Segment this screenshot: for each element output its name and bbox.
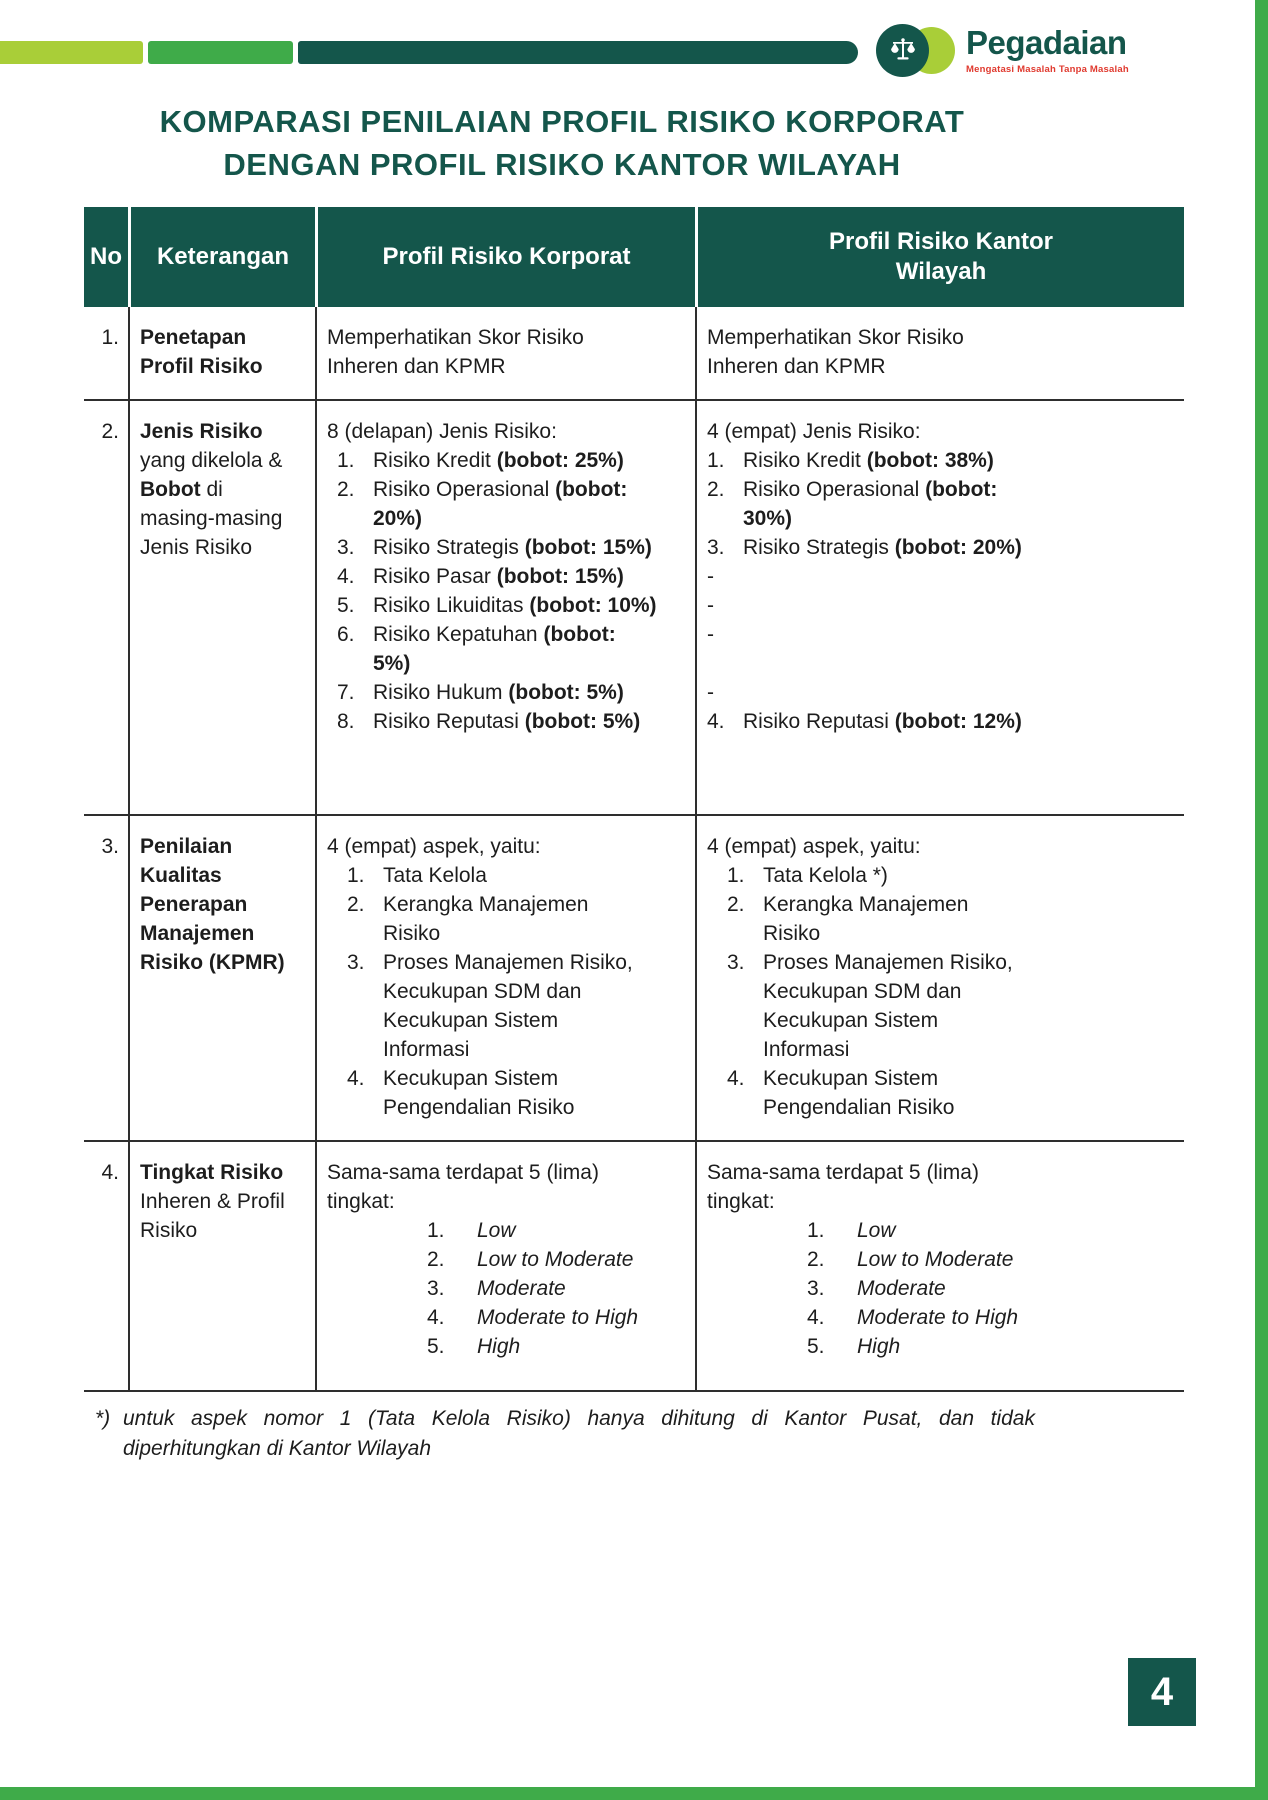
list-item: [727, 1064, 1170, 1122]
list-item: [337, 620, 681, 678]
row1-wilayah-text: Memperhatikan Skor Risiko Inheren dan KPMR: [707, 326, 964, 378]
list-item: [727, 890, 1170, 948]
page-title-line2: DENGAN PROFIL RISIKO KANTOR WILAYAH: [223, 147, 901, 182]
list-item-text: Risiko Reputasi (bobot: 12%): [743, 710, 1022, 733]
row2-keterangan-text: Jenis Risiko yang dikelola & Bobot di masing-masing Jenis Risiko: [140, 420, 283, 559]
brand-tagline: Mengatasi Masalah Tanpa Masalah: [966, 64, 1129, 75]
list-item-text: Risiko Likuiditas (bobot: 10%): [373, 594, 657, 617]
right-edge-bar: [1255, 0, 1268, 1800]
list-item-text: Tata Kelola: [383, 864, 487, 887]
row2-cell-keterangan: [128, 401, 315, 816]
list-item-text: Risiko Strategis (bobot: 15%): [373, 536, 652, 559]
list-item-text: Risiko Reputasi (bobot: 5%): [373, 710, 641, 733]
balance-scale-icon: [888, 36, 918, 66]
list-item-number: 2.: [347, 893, 365, 916]
row3-cell-wilayah: [695, 816, 1184, 1142]
row3-korporat-intro: 4 (empat) aspek, yaitu:: [327, 835, 541, 858]
list-item-number: 2.: [337, 478, 355, 501]
list-item-number: 2.: [427, 1248, 445, 1271]
header-cell-wilayah: Profil Risiko Kantor Wilayah: [698, 207, 1184, 307]
list-item-number: -: [707, 681, 714, 704]
row4-cell-no: 4.: [84, 1142, 128, 1392]
list-item-number: 3.: [427, 1277, 445, 1300]
list-item-number: 6.: [337, 623, 355, 646]
table-body: [84, 307, 1184, 1392]
list-item: [707, 475, 1170, 533]
row3-keterangan-text: Penilaian Kualitas Penerapan Manajemen Risiko (KPMR): [140, 835, 285, 974]
footnote-text: untuk aspek nomor 1 (Tata Kelola Risiko) hanya dihitung di Kantor Pusat, dan tidak diperhitungkan di Kantor Wilayah: [123, 1407, 1035, 1460]
list-item-text: Moderate to High: [857, 1306, 1019, 1329]
list-item-text: Kerangka Manajemen Risiko: [763, 893, 969, 945]
list-item-number: 5.: [807, 1335, 825, 1358]
list-item: [807, 1303, 1170, 1332]
footnote-marker: *): [95, 1407, 111, 1430]
top-decorative-bar: [0, 41, 858, 64]
list-item-number: 4.: [427, 1306, 445, 1329]
row4-cell-keterangan: [128, 1142, 315, 1392]
row4-korporat-level-list: [427, 1216, 681, 1361]
row4-korporat-intro: Sama-sama terdapat 5 (lima) tingkat:: [327, 1161, 599, 1213]
list-item-number: -: [707, 565, 714, 588]
row3-wilayah-intro: 4 (empat) aspek, yaitu:: [707, 835, 921, 858]
list-item: [337, 707, 681, 736]
list-item-number: 1.: [727, 864, 745, 887]
list-item-text: Risiko Kredit (bobot: 25%): [373, 449, 624, 472]
list-item-text: Risiko Kredit (bobot: 38%): [743, 449, 994, 472]
list-item: [337, 562, 681, 591]
row4-cell-korporat: [315, 1142, 695, 1392]
row2-korporat-intro: 8 (delapan) Jenis Risiko:: [327, 420, 557, 443]
list-item-number: 1.: [337, 449, 355, 472]
list-item-number: 4.: [707, 710, 725, 733]
list-item-text: Low: [477, 1219, 516, 1242]
list-item: [337, 533, 681, 562]
list-item: [807, 1332, 1170, 1361]
list-item: [727, 861, 1170, 890]
list-item-text: Proses Manajemen Risiko, Kecukupan SDM dan Kecukupan Sistem Informasi: [383, 951, 633, 1061]
list-item-text: [743, 620, 1170, 649]
list-item-number: -: [707, 623, 714, 646]
list-item-text: Risiko Kepatuhan (bobot: 5%): [373, 623, 616, 675]
list-item-number: 2.: [707, 478, 725, 501]
list-item: [347, 948, 681, 1064]
list-item-text: High: [857, 1335, 901, 1358]
list-item: [707, 707, 1170, 736]
row3-cell-no: 3.: [84, 816, 128, 1142]
list-item-text: [743, 562, 1170, 591]
row3-cell-keterangan: [128, 816, 315, 1142]
list-item-number: 2.: [727, 893, 745, 916]
row3-korporat-aspect-list: [347, 861, 681, 1122]
list-item: [707, 620, 1170, 649]
list-item: [707, 678, 1170, 707]
list-item-number: 4.: [337, 565, 355, 588]
row1-korporat-text: Memperhatikan Skor Risiko Inheren dan KPMR: [327, 326, 584, 378]
bottom-edge-bar: [0, 1787, 1268, 1800]
list-item: [707, 591, 1170, 620]
page-title: [0, 100, 1124, 186]
list-item-number: 8.: [337, 710, 355, 733]
list-item: [727, 948, 1170, 1064]
list-item-text: Low to Moderate: [857, 1248, 1014, 1271]
pegadaian-logo: [876, 24, 1129, 78]
row1-cell-no: 1.: [84, 307, 128, 401]
list-item-number: 1.: [347, 864, 365, 887]
list-item: [707, 446, 1170, 475]
list-item-text: Moderate to High: [477, 1306, 639, 1329]
list-item: [807, 1245, 1170, 1274]
list-item-number: 5.: [337, 594, 355, 617]
list-item-number: 5.: [427, 1335, 445, 1358]
list-item: [337, 591, 681, 620]
list-item: [347, 890, 681, 948]
list-item-text: [743, 649, 1170, 678]
logo-dark-circle: [876, 24, 929, 77]
list-item-text: Tata Kelola *): [763, 864, 888, 887]
list-item: [427, 1332, 681, 1361]
list-item: [707, 533, 1170, 562]
list-item-number: [707, 649, 743, 678]
list-item-number: 4.: [807, 1306, 825, 1329]
list-item-text: Risiko Pasar (bobot: 15%): [373, 565, 624, 588]
row4-wilayah-intro: Sama-sama terdapat 5 (lima) tingkat:: [707, 1161, 979, 1213]
list-item: [427, 1216, 681, 1245]
list-item-number: 1.: [707, 449, 725, 472]
row2-cell-korporat: [315, 401, 695, 816]
footnote: [95, 1404, 1035, 1464]
list-item-text: Risiko Strategis (bobot: 20%): [743, 536, 1022, 559]
list-item-text: Proses Manajemen Risiko, Kecukupan SDM dan Kecukupan Sistem Informasi: [763, 951, 1013, 1061]
list-item-number: 7.: [337, 681, 355, 704]
page-number: 4: [1150, 1669, 1174, 1714]
row2-wilayah-risk-list: [707, 446, 1170, 736]
list-item: [427, 1274, 681, 1303]
list-item: [707, 562, 1170, 591]
logo-text: [966, 24, 1129, 75]
logo-mark: [876, 24, 956, 78]
list-item-text: Kecukupan Sistem Pengendalian Risiko: [763, 1067, 955, 1119]
list-item: [807, 1274, 1170, 1303]
list-item: [347, 861, 681, 890]
row3-wilayah-aspect-list: [727, 861, 1170, 1122]
list-item-text: Low to Moderate: [477, 1248, 634, 1271]
row2-korporat-risk-list: [337, 446, 681, 736]
list-item: [347, 1064, 681, 1122]
top-bar-dark-segment: [298, 41, 858, 64]
table-header-row: [84, 207, 1184, 307]
row1-cell-wilayah: [695, 307, 1184, 401]
header-cell-keterangan: Keterangan: [131, 207, 315, 307]
list-item-text: Risiko Operasional (bobot: 20%): [373, 478, 628, 530]
list-item-number: 3.: [347, 951, 365, 974]
list-item-text: Risiko Operasional (bobot: 30%): [743, 478, 998, 530]
list-item-number: 2.: [807, 1248, 825, 1271]
top-bar-green-segment: [148, 41, 293, 64]
risk-comparison-table: [84, 207, 1184, 1392]
brand-name: Pegadaian: [966, 24, 1127, 61]
list-item-text: Risiko Hukum (bobot: 5%): [373, 681, 624, 704]
list-item-number: 3.: [337, 536, 355, 559]
row4-cell-wilayah: [695, 1142, 1184, 1392]
list-item-number: 1.: [807, 1219, 825, 1242]
list-item-text: Low: [857, 1219, 896, 1242]
list-item-text: High: [477, 1335, 521, 1358]
list-item: [337, 678, 681, 707]
list-item-text: Moderate: [477, 1277, 566, 1300]
row1-cell-korporat: [315, 307, 695, 401]
list-item: [427, 1303, 681, 1332]
list-item: [707, 649, 1170, 678]
list-item: [337, 475, 681, 533]
header-cell-korporat: Profil Risiko Korporat: [318, 207, 695, 307]
header-cell-no: No: [84, 207, 128, 307]
list-item-number: 1.: [427, 1219, 445, 1242]
page-number-badge: [1128, 1658, 1196, 1726]
list-item-number: 4.: [347, 1067, 365, 1090]
list-item-text: Kerangka Manajemen Risiko: [383, 893, 589, 945]
list-item: [807, 1216, 1170, 1245]
list-item-text: [743, 678, 1170, 707]
list-item-number: 3.: [727, 951, 745, 974]
top-bar-lime-segment: [0, 41, 143, 64]
row3-cell-korporat: [315, 816, 695, 1142]
page-title-line1: KOMPARASI PENILAIAN PROFIL RISIKO KORPORAT: [159, 104, 965, 139]
row4-wilayah-level-list: [807, 1216, 1170, 1361]
row2-cell-wilayah: [695, 401, 1184, 816]
row2-cell-no: 2.: [84, 401, 128, 816]
row4-keterangan-text: Tingkat Risiko Inheren & Profil Risiko: [140, 1161, 285, 1242]
list-item-text: [743, 591, 1170, 620]
list-item-text: Moderate: [857, 1277, 946, 1300]
list-item: [427, 1245, 681, 1274]
list-item-number: 3.: [707, 536, 725, 559]
row1-cell-keterangan: [128, 307, 315, 401]
list-item-number: -: [707, 594, 714, 617]
list-item: [337, 446, 681, 475]
list-item-number: 3.: [807, 1277, 825, 1300]
row1-keterangan-text: Penetapan Profil Risiko: [140, 326, 263, 378]
row2-wilayah-intro: 4 (empat) Jenis Risiko:: [707, 420, 921, 443]
list-item-text: Kecukupan Sistem Pengendalian Risiko: [383, 1067, 575, 1119]
list-item-number: 4.: [727, 1067, 745, 1090]
